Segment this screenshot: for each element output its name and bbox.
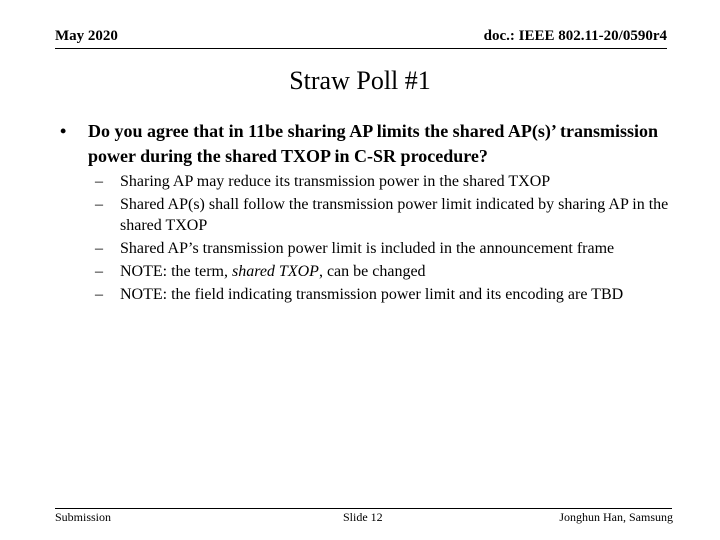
footer-slide-number: Slide 12 (343, 510, 383, 524)
sub-bullet-text (120, 263, 426, 280)
sub-bullet-item (95, 262, 675, 283)
dash-marker: – (95, 173, 103, 190)
note-prefix: NOTE: the term, (120, 262, 232, 280)
sub-bullet-text: Sharing AP may reduce its transmission power in the shared TXOP (120, 173, 551, 190)
sub-bullet-text: NOTE: the field indicating transmission power limit and its encoding are TBD (120, 285, 624, 303)
slide-title: Straw Poll #1 (289, 66, 431, 95)
sub-bullet-text: Shared AP’s transmission power limit is included in the announcement frame (120, 239, 615, 257)
dash-marker: – (95, 285, 103, 303)
sub-bullet-item (95, 172, 675, 193)
sub-bullet-item (95, 285, 675, 306)
header-divider (55, 48, 667, 49)
footer-submission: Submission (55, 510, 112, 524)
question-text: Do you agree that in 11be sharing AP limits the shared AP(s)’ transmission power during the shared TXOP in C-SR procedure? (88, 121, 659, 166)
footer-author: Jonghun Han, Samsung (559, 510, 673, 524)
sub-bullet-list (95, 172, 675, 308)
header-date: May 2020 (55, 28, 118, 44)
note-emphasis: shared TXOP (231, 262, 319, 280)
dash-marker: – (95, 196, 103, 214)
dash-marker: – (95, 239, 103, 257)
dash-marker: – (95, 262, 103, 280)
sub-bullet-item (95, 239, 675, 260)
sub-bullet-text: Shared AP(s) shall follow the transmission power limit indicated by sharing AP in the shared TXOP (120, 196, 669, 234)
header-doc-id: doc.: IEEE 802.11-20/0590r4 (483, 28, 667, 44)
bullet-marker: • (60, 121, 67, 141)
footer-divider (55, 508, 672, 509)
note-suffix: , can be changed (318, 262, 426, 280)
sub-bullet-item (95, 195, 675, 236)
main-question (60, 119, 670, 169)
